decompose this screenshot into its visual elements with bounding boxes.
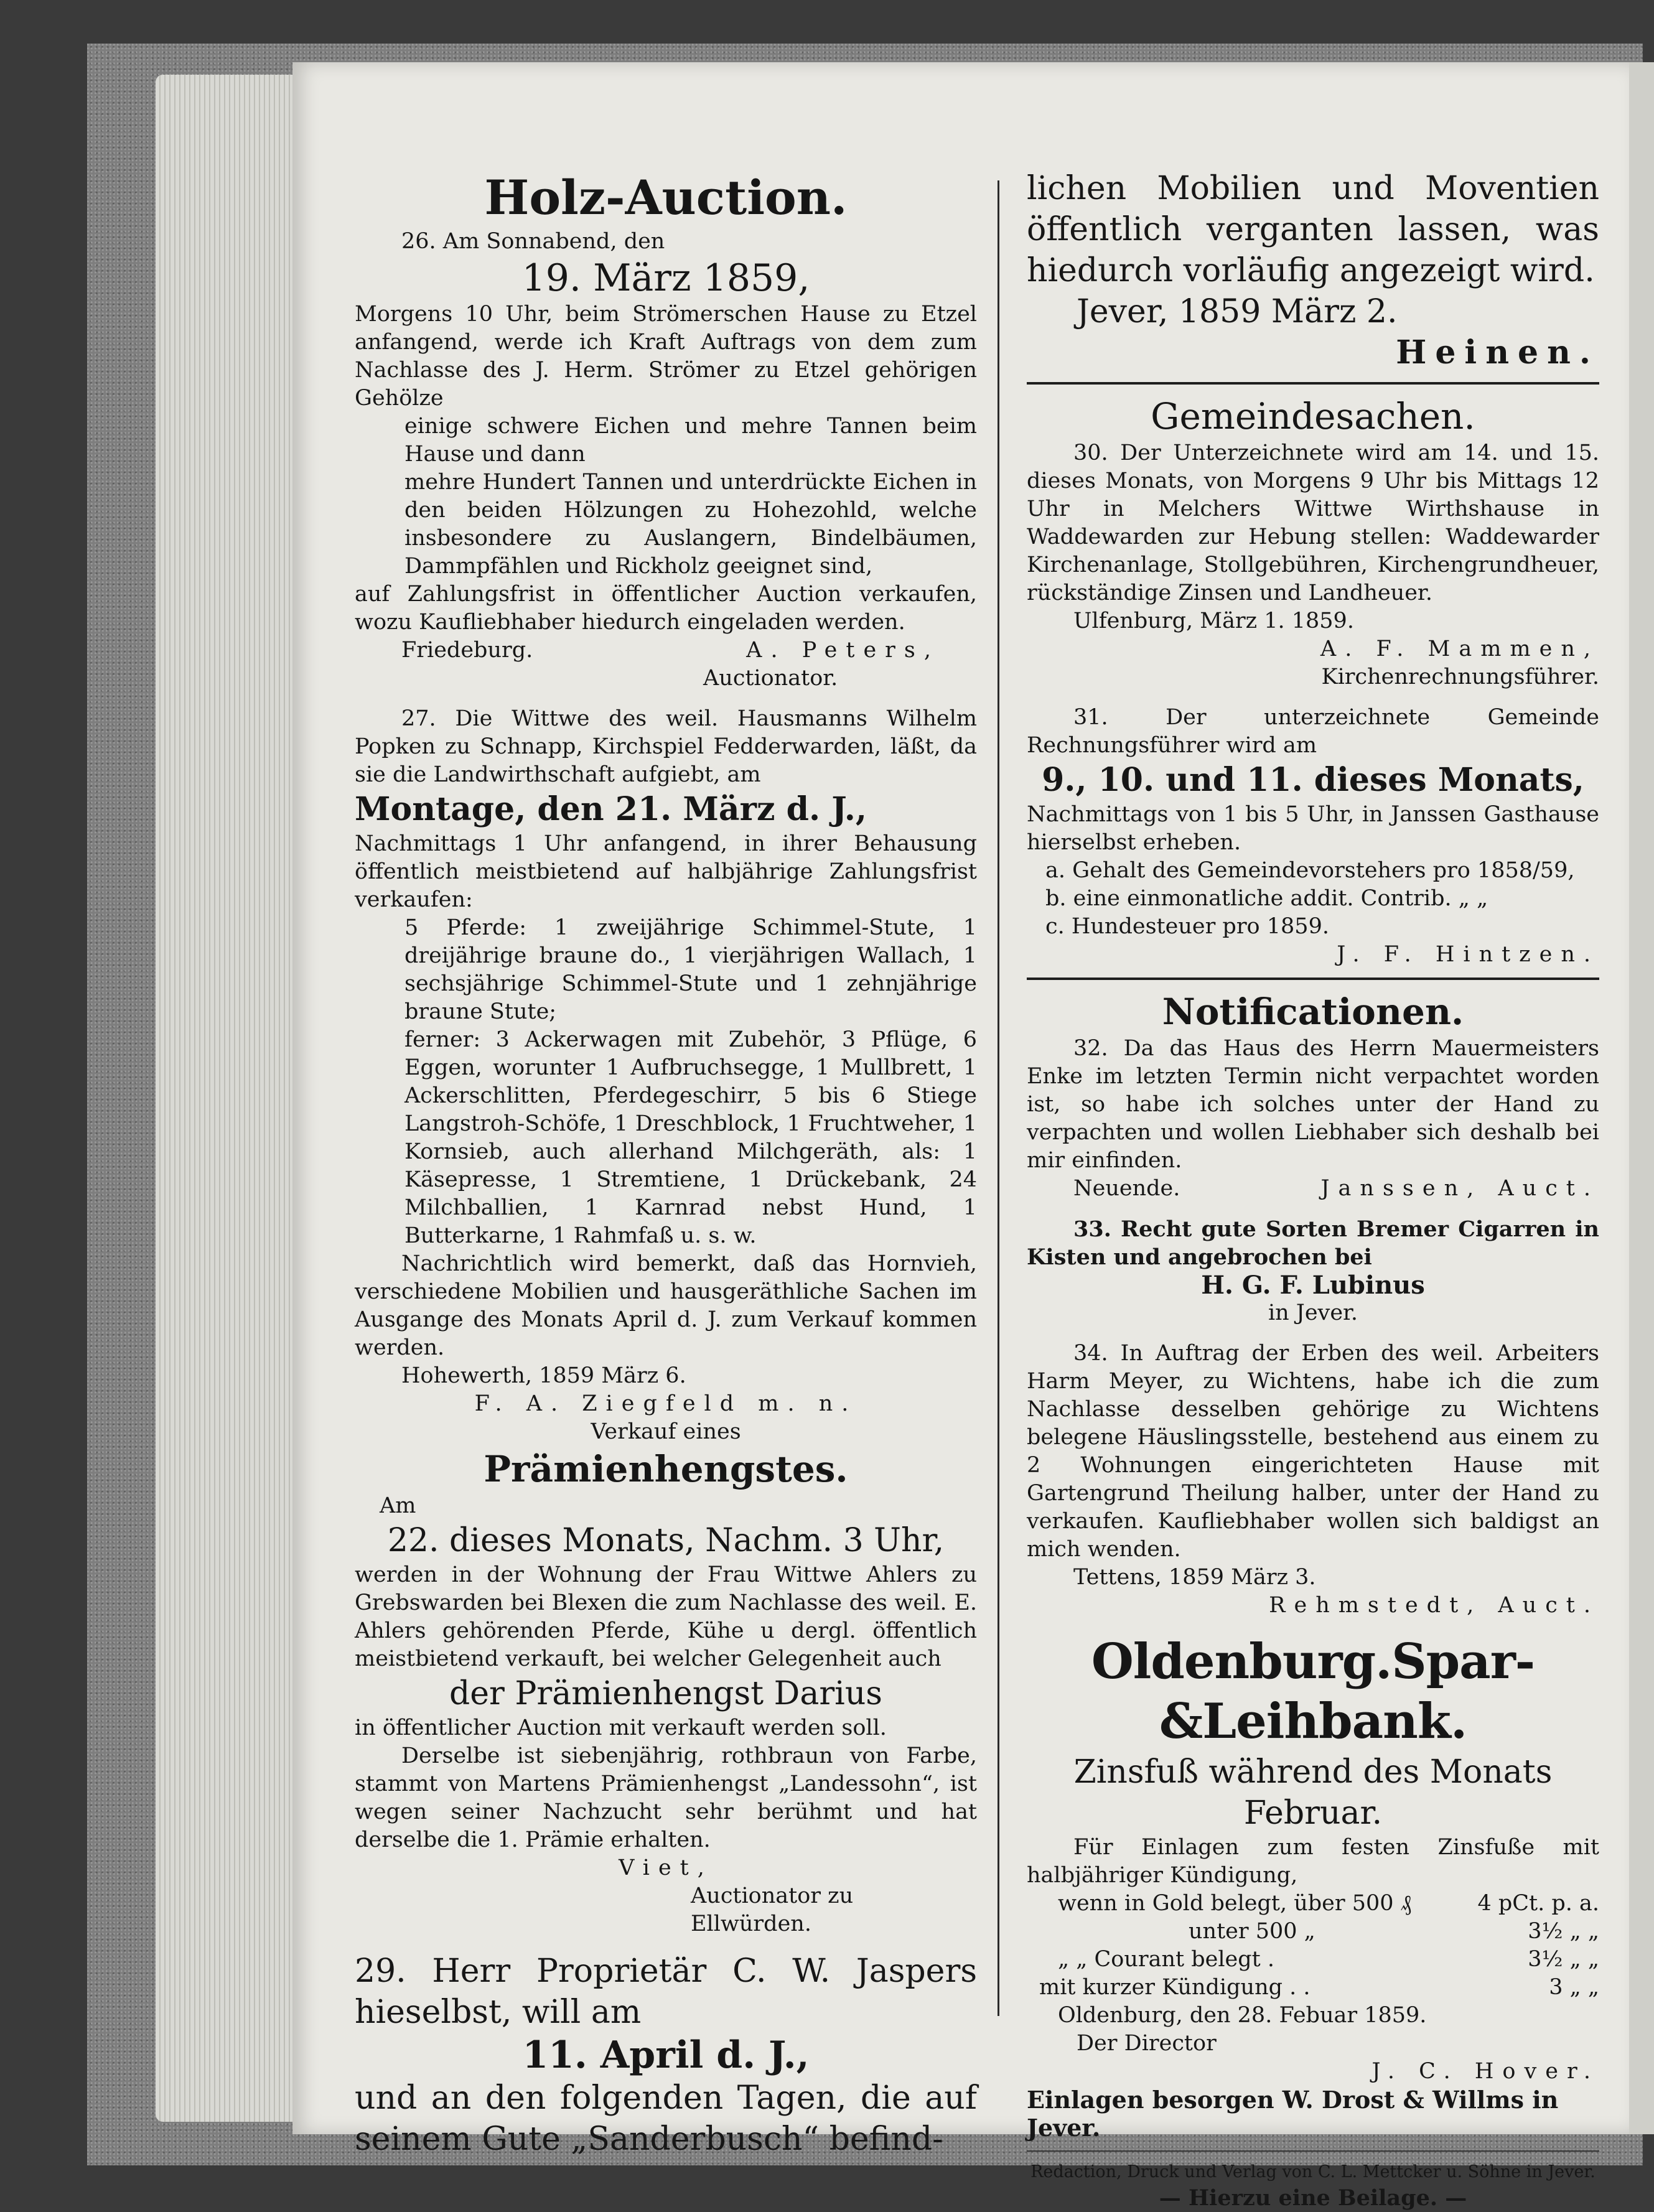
imprint-rule [1027, 2150, 1599, 2152]
ad28-text: werden in der Wohnung der Frau Wittwe Ahlers zu Grebswarden bei Blexen die zum Nachlasse des weil. E. Ahlers gehörenden Pferde, Kühe u dergl. öffentlich meistbietend verkauft, bei welcher Gelegenheit auch [355, 1562, 977, 1671]
bank-role: Der Director [1077, 2031, 1217, 2056]
bank-signature: J. C. Hover. [1371, 2059, 1599, 2084]
bank-place: Oldenburg, den 28. Febuar 1859. [1058, 2003, 1427, 2028]
imprint: Redaction, Druck und Verlag von C. L. Mettcker u. Söhne in Jever. [1030, 2162, 1596, 2182]
holz-role: Auctionator. [703, 666, 838, 691]
section-rule [1027, 978, 1599, 980]
bank-rate-label: unter 500 „ [1189, 1919, 1315, 1944]
bank-rate-value: 3 „ „ [1549, 1975, 1599, 2000]
ad32-text: 32. Da das Haus des Herrn Mauermeisters Enke im letzten Termin nicht verpachtet worden ist, so habe ich solches unter der Hand zu verpachten und wollen Liebhaber sich deshalb bei mir einfinden. [1027, 1036, 1599, 1173]
ad28-pretitle: Verkauf eines [591, 1419, 741, 1444]
bank-rate-row [1027, 1974, 1599, 2002]
bank-rate-row [1027, 1946, 1599, 1974]
ad28-title: Prämienhengstes. [484, 1448, 848, 1490]
section-title-gemeindesachen: Gemeindesachen. [1151, 395, 1475, 437]
ad34-place: Tettens, 1859 März 3. [1073, 1565, 1316, 1590]
ad28-signature: Viet, [619, 1855, 713, 1880]
bank-rate-label: wenn in Gold belegt, über 500 ₰ [1058, 1891, 1412, 1916]
holz-text: auf Zahlungsfrist in öffentlicher Auction verkaufen, wozu Kaufliebhaber hiedurch eingeladen werden. [355, 582, 977, 635]
bank-text: Für Einlagen zum festen Zinsfuße mit halbjähriger Kündigung, [1027, 1835, 1599, 1888]
ad30-signature: A. F. Mammen, [1320, 637, 1599, 661]
holz-date: 19. März 1859, [521, 256, 810, 300]
ad29-signature: Heinen. [1396, 334, 1599, 371]
ad28-role: Auctionator zu Ellwürden. [691, 1883, 854, 1936]
ad31-date: 9., 10. und 11. dieses Monats, [1042, 761, 1584, 799]
ad29-place: Jever, 1859 März 2. [1077, 293, 1398, 330]
holz-signature: A. Peters, [746, 638, 940, 663]
ad28-text: in öffentlicher Auction mit verkauft werden soll. [355, 1715, 887, 1740]
ad30-text: 30. Der Unterzeichnete wird am 14. und 15. dieses Monats, von Morgens 9 Uhr bis Mittags 12 Uhr in Melchers Wittwe Wirthshause in Waddewarden zur Hebung stellen: Waddewarder Kirchenanlage, Stollgebühren, Kirchengrundheuer, rückständige Zinsen und Landheuer. [1027, 441, 1599, 605]
ad28-date: 22. dieses Monats, Nachm. 3 Uhr, [387, 1522, 945, 1559]
ad28-hengst: der Prämienhengst Darius [449, 1675, 882, 1712]
ad34-signature: Rehmstedt, Auct. [1269, 1593, 1599, 1618]
ad29-text: und an den folgenden Tagen, die auf seinem Gute „Sanderbusch“ befind- [355, 2079, 977, 2158]
ad27-text: Nachmittags 1 Uhr anfangend, in ihrer Behausung öffentlich meistbietend auf halbjährige Zahlungsfrist verkaufen: [355, 831, 977, 912]
bank-subtitle: Zinsfuß während des Monats Februar. [1073, 1753, 1553, 1832]
holz-item: einige schwere Eichen und mehre Tannen beim Hause und dann [404, 414, 977, 467]
ad29-continuation: lichen Mobilien und Moventien öffentlich verganten lassen, was hiedurch vorläufig angezeigt wird. [1027, 170, 1599, 289]
ad33-place: in Jever. [1268, 1300, 1358, 1325]
ad29-date: 11. April d. J., [522, 2033, 810, 2077]
ad31-item: a. Gehalt des Gemeindevorstehers pro 1858/59, [1045, 858, 1575, 883]
bank-rate-value: 3½ „ „ [1528, 1947, 1599, 1972]
holz-place: Friedeburg. [401, 638, 533, 663]
ad31-text: Nachmittags von 1 bis 5 Uhr, in Janssen Gasthause hierselbst erheben. [1027, 802, 1599, 855]
ad27-text: 27. Die Wittwe des weil. Hausmanns Wilhelm Popken zu Schnapp, Kirchspiel Fedderwarden, läßt, da sie die Landwirthschaft aufgiebt, am [355, 706, 977, 787]
bank-rate-label: mit kurzer Kündigung . . [1039, 1975, 1311, 2000]
bank-rate-value: 4 pCt. p. a. [1477, 1891, 1599, 1916]
ad27-place: Hohewerth, 1859 März 6. [401, 1363, 686, 1388]
ad28-am: Am [380, 1493, 416, 1518]
next-page-edge [1629, 62, 1654, 2134]
page-edges [156, 75, 305, 2122]
ad32-signature: Janssen, Auct. [1320, 1176, 1599, 1201]
ad31-text: 31. Der unterzeichnete Gemeinde Rechnungsführer wird am [1027, 705, 1599, 758]
bank-rate-value: 3½ „ „ [1528, 1919, 1599, 1944]
left-column [355, 168, 977, 2160]
ad31-signature: J. F. Hintzen. [1337, 942, 1599, 967]
bank-footer: Einlagen besorgen W. Drost & Willms in Jever. [1027, 2086, 1559, 2142]
newspaper-page [292, 62, 1630, 2211]
bank-rate-row [1027, 1890, 1599, 1918]
ad29-text: 29. Herr Proprietär C. W. Jaspers hieselbst, will am [355, 1953, 977, 2031]
ad27-item: ferner: 3 Ackerwagen mit Zubehör, 3 Pflüge, 6 Eggen, worunter 1 Aufbruchsegge, 1 Mullbrett, 1 Ackerschlitten, Pferdegeschirr, 5 bis 6 Stiege Langstroh-Schöfe, 1 Dreschblock, 1 Fruchtweher, 1 Kornsieb, auch allerhand Milchgeräth, als: 1 Käsepresse, 1 Stremtiene, 1 Drückebank, 24 Milchballien, 1 Karnrad nebst Hund, 1 Butterkarne, 1 Rahmfaß u. s. w. [404, 1027, 977, 1248]
ad27-note: Nachrichtlich wird bemerkt, daß das Hornvieh, verschiedene Mobilien und hausgeräthliche Sachen im Ausgange des Monats April d. J. zum Verkauf kommen werden. [355, 1251, 977, 1360]
ad31-item: b. eine einmonatliche addit. Contrib. „ „ [1045, 886, 1488, 911]
ad27-signature: F. A. Ziegfeld m. n. [474, 1391, 857, 1416]
ad27-item: 5 Pferde: 1 zweijährige Schimmel-Stute, 1 dreijährige braune do., 1 vierjährigen Wallach, 1 sechsjährige Schimmel-Stute und 1 zehnjährige braune Stute; [404, 915, 977, 1024]
supplement-note: — Hierzu eine Beilage. — [1159, 2185, 1467, 2211]
ad32-place: Neuende. [1073, 1176, 1180, 1201]
bank-rate-label: „ „ Courant belegt . [1058, 1947, 1274, 1972]
holz-intro: 26. Am Sonnabend, den [401, 229, 665, 254]
ad31-item: c. Hundesteuer pro 1859. [1045, 914, 1329, 939]
column-divider [998, 180, 999, 2016]
holz-text: Morgens 10 Uhr, beim Strömerschen Hause zu Etzel anfangend, werde ich Kraft Auftrags von dem zum Nachlasse des J. Herm. Strömer zu Etzel gehörigen Gehölze [355, 302, 977, 411]
ad28-text: Derselbe ist siebenjährig, rothbraun von Farbe, stammt von Martens Prämienhengst „Landessohn“, ist wegen seiner Nachzucht sehr berühmt und hat derselbe die 1. Prämie erhalten. [355, 1743, 977, 1852]
ad34-text: 34. In Auftrag der Erben des weil. Arbeiters Harm Meyer, zu Wichtens, habe ich die zum Nachlasse desselben gehörige zu Wichtens belegene Häuslingsstelle, bestehend aus einem zu 2 Wohnungen eingerichteten Hause mit Gartengrund Theilung halber, unter der Hand zu verkaufen. Kaufliebhaber wollen sich baldigst an mich wenden. [1027, 1341, 1599, 1562]
ad33-name: H. G. F. Lubinus [1201, 1271, 1425, 1300]
ad27-date: Montage, den 21. März d. J., [355, 790, 867, 828]
bank-rate-row [1027, 1918, 1599, 1946]
ad33-text: 33. Recht gute Sorten Bremer Cigarren in Kisten und angebrochen bei [1027, 1216, 1599, 1270]
ad30-role: Kirchenrechnungsführer. [1321, 665, 1599, 689]
bank-title: Oldenburg.Spar-&Leihbank. [1091, 1633, 1535, 1750]
holz-item: mehre Hundert Tannen und unterdrückte Eichen in den beiden Hölzungen zu Hohezohld, welche insbesondere zu Auslangern, Bindelbäumen, Dammpfählen und Rickholz geeignet sind, [404, 470, 977, 579]
section-rule [1027, 382, 1599, 385]
section-title-notificationen: Notificationen. [1162, 991, 1464, 1033]
holz-auction-title: Holz-Auction. [484, 170, 848, 225]
right-column [1027, 168, 1599, 2212]
ad30-place: Ulfenburg, März 1. 1859. [1073, 609, 1354, 633]
